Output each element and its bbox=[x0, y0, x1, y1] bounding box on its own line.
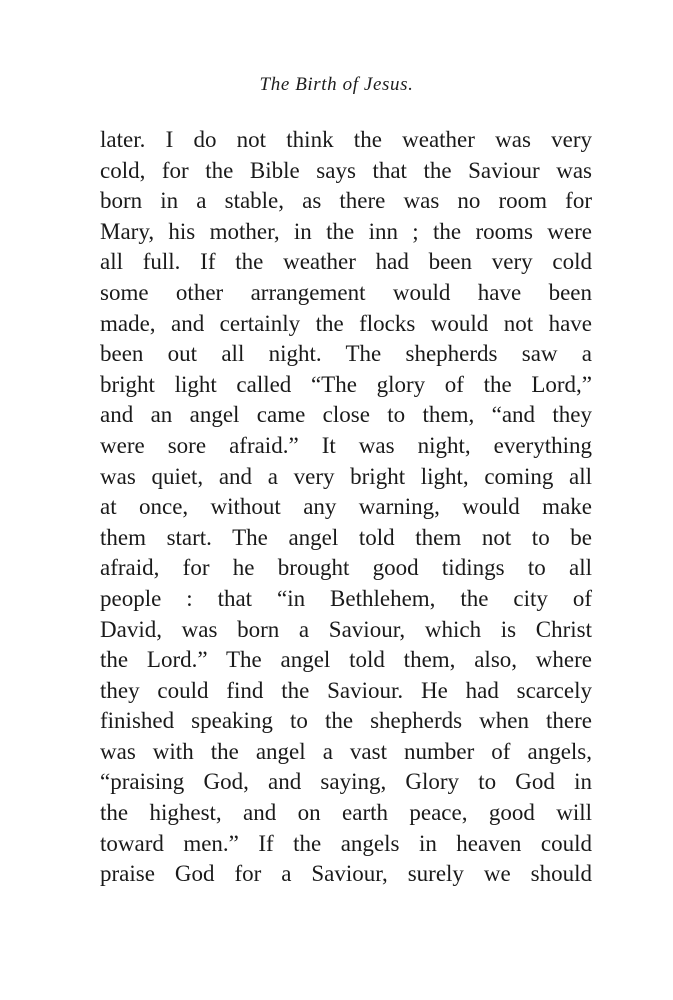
text-line: were sore afraid.” It was night, everything bbox=[100, 432, 592, 458]
text-line: some other arrangement would have been bbox=[100, 279, 592, 305]
text-line: the Lord.” The angel told them, also, where bbox=[100, 647, 592, 673]
text-line: cold, for the Bible says that the Saviour was bbox=[100, 157, 592, 183]
text-line: finished speaking to the shepherds when there bbox=[100, 708, 592, 734]
text-line: people : that “in Bethlehem, the city of bbox=[100, 585, 592, 611]
text-line: “praising God, and saying, Glory to God in bbox=[100, 769, 592, 795]
text-line: was quiet, and a very bright light, coming all bbox=[100, 463, 592, 489]
text-line: praise God for a Saviour, surely we should bbox=[100, 861, 592, 887]
text-line: bright light called “The glory of the Lord,” bbox=[100, 371, 592, 397]
text-line: all full. If the weather had been very cold bbox=[100, 249, 592, 275]
text-line: Mary, his mother, in the inn ; the rooms were bbox=[100, 218, 592, 244]
running-head: The Birth of Jesus. bbox=[259, 74, 414, 95]
text-line: they could find the Saviour. He had scarcely bbox=[100, 677, 592, 703]
text-line: at once, without any warning, would make bbox=[100, 494, 592, 520]
body-text bbox=[100, 125, 592, 890]
text-line: and an angel came close to them, “and they bbox=[100, 402, 592, 428]
text-line: David, was born a Saviour, which is Christ bbox=[100, 616, 592, 642]
text-line: made, and certainly the flocks would not have bbox=[100, 310, 592, 336]
text-line: later. I do not think the weather was very bbox=[100, 127, 592, 152]
text-line: born in a stable, as there was no room for bbox=[100, 188, 592, 214]
text-line: was with the angel a vast number of angels, bbox=[100, 738, 592, 764]
text-line: afraid, for he brought good tidings to all bbox=[100, 555, 592, 581]
text-line: been out all night. The shepherds saw a bbox=[100, 341, 592, 367]
text-line: them start. The angel told them not to be bbox=[100, 524, 592, 550]
text-line: the highest, and on earth peace, good will bbox=[100, 800, 592, 826]
text-line: toward men.” If the angels in heaven could bbox=[100, 830, 592, 856]
